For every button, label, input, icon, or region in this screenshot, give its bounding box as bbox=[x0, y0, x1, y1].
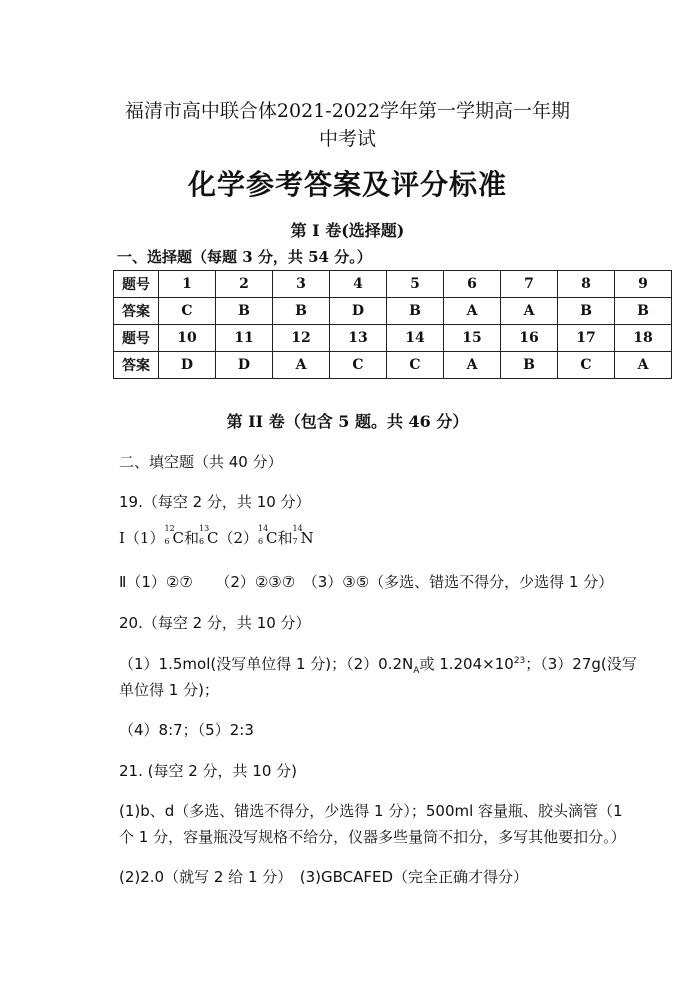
question-number: 6 bbox=[444, 271, 501, 298]
exam-title-line-2: 中考试 bbox=[318, 128, 376, 150]
question-number: 18 bbox=[615, 325, 672, 352]
part-2-title: 第 II 卷（包含 5 题。共 46 分） bbox=[226, 412, 469, 431]
q19-answer-line-2: Ⅱ（1）②⑦ （2）②③⑦ （3）③⑤（多选、错选不得分，少选得 1 分） bbox=[119, 573, 614, 591]
answer-cell: A bbox=[501, 298, 558, 325]
document-title: 化学参考答案及评分标准 bbox=[187, 168, 507, 201]
question-number: 12 bbox=[273, 325, 330, 352]
section-2-title: 二、填空题（共 40 分） bbox=[119, 453, 283, 471]
question-number: 8 bbox=[558, 271, 615, 298]
question-number: 1 bbox=[159, 271, 216, 298]
answer-cell: D bbox=[159, 352, 216, 379]
table-row bbox=[114, 352, 672, 379]
q20-answer-line-1: （1）1.5mol(没写单位得 1 分)；$(2)0.2N_A$或 $1.204\times 10^{23}$；（3）27g(没写 bbox=[119, 655, 637, 676]
answer-cell: D bbox=[330, 298, 387, 325]
row-label-question: 题号 bbox=[114, 325, 159, 352]
answer-cell: A bbox=[615, 352, 672, 379]
isotope-notation: 14 6 bbox=[258, 524, 269, 546]
q21-answer-line-3: (2)2.0（就写 2 给 1 分） (3)GBCAFED（完全正确才得分） bbox=[119, 868, 529, 886]
answer-cell: C bbox=[330, 352, 387, 379]
question-number: 16 bbox=[501, 325, 558, 352]
q21-answer-line-1: (1)b、d（多选、错选不得分，少选得 1 分）；500ml 容量瓶、胶头滴管（1 bbox=[119, 802, 623, 820]
table-row bbox=[114, 325, 672, 352]
isotope-notation: 12 6 bbox=[164, 524, 175, 546]
answer-cell: A bbox=[444, 352, 501, 379]
question-number: 5 bbox=[387, 271, 444, 298]
answer-cell: B bbox=[558, 298, 615, 325]
q20-answer-line-3: （4）8:7；（5）2:3 bbox=[119, 721, 254, 739]
question-number: 3 bbox=[273, 271, 330, 298]
section-1-title: 一、选择题（每题 3 分，共 54 分。） bbox=[117, 248, 372, 266]
answer-cell: B bbox=[501, 352, 558, 379]
answer-cell: B bbox=[387, 298, 444, 325]
question-number: 4 bbox=[330, 271, 387, 298]
question-number: 11 bbox=[216, 325, 273, 352]
answer-cell: A bbox=[273, 352, 330, 379]
q21-header: 21. (每空 2 分，共 10 分) bbox=[119, 762, 298, 780]
part-1-title: 第 I 卷(选择题) bbox=[290, 221, 405, 240]
question-number: 10 bbox=[159, 325, 216, 352]
isotope-notation: 13 6 bbox=[198, 524, 210, 546]
question-number: 9 bbox=[615, 271, 672, 298]
answer-cell: B bbox=[273, 298, 330, 325]
answer-cell: C bbox=[558, 352, 615, 379]
question-number: 14 bbox=[387, 325, 444, 352]
row-label-question: 题号 bbox=[114, 271, 159, 298]
q19-header: 19.（每空 2 分，共 10 分） bbox=[119, 493, 311, 511]
q19-answer-line-1: Ⅰ（1） 12 6 C和 13 6 C（2） 14 6 C和 14 7 N bbox=[119, 524, 314, 547]
row-label-answer: 答案 bbox=[114, 352, 159, 379]
table-row bbox=[114, 298, 672, 325]
question-number: 7 bbox=[501, 271, 558, 298]
answer-cell: A bbox=[444, 298, 501, 325]
question-number: 13 bbox=[330, 325, 387, 352]
answer-cell: C bbox=[159, 298, 216, 325]
answer-cell: B bbox=[615, 298, 672, 325]
q20-answer-line-2: 单位得 1 分)； bbox=[119, 681, 219, 699]
q19-prefix: Ⅰ（1） bbox=[119, 529, 165, 547]
q20-header: 20.（每空 2 分，共 10 分） bbox=[119, 614, 311, 632]
q21-answer-line-2: 个 1 分，容量瓶没写规格不给分，仪器多些量筒不扣分，多写其他要扣分。） bbox=[119, 828, 626, 846]
answer-cell: B bbox=[216, 298, 273, 325]
question-number: 17 bbox=[558, 325, 615, 352]
answer-cell: C bbox=[387, 352, 444, 379]
exam-title-line-1: 福清市高中联合体2021-2022学年第一学期高一年期 bbox=[124, 100, 571, 122]
row-label-answer: 答案 bbox=[114, 298, 159, 325]
question-number: 15 bbox=[444, 325, 501, 352]
table-row bbox=[114, 271, 672, 298]
isotope-notation: 14 7 bbox=[292, 524, 303, 546]
question-number: 2 bbox=[216, 271, 273, 298]
answer-cell: D bbox=[216, 352, 273, 379]
answer-table bbox=[113, 270, 672, 379]
